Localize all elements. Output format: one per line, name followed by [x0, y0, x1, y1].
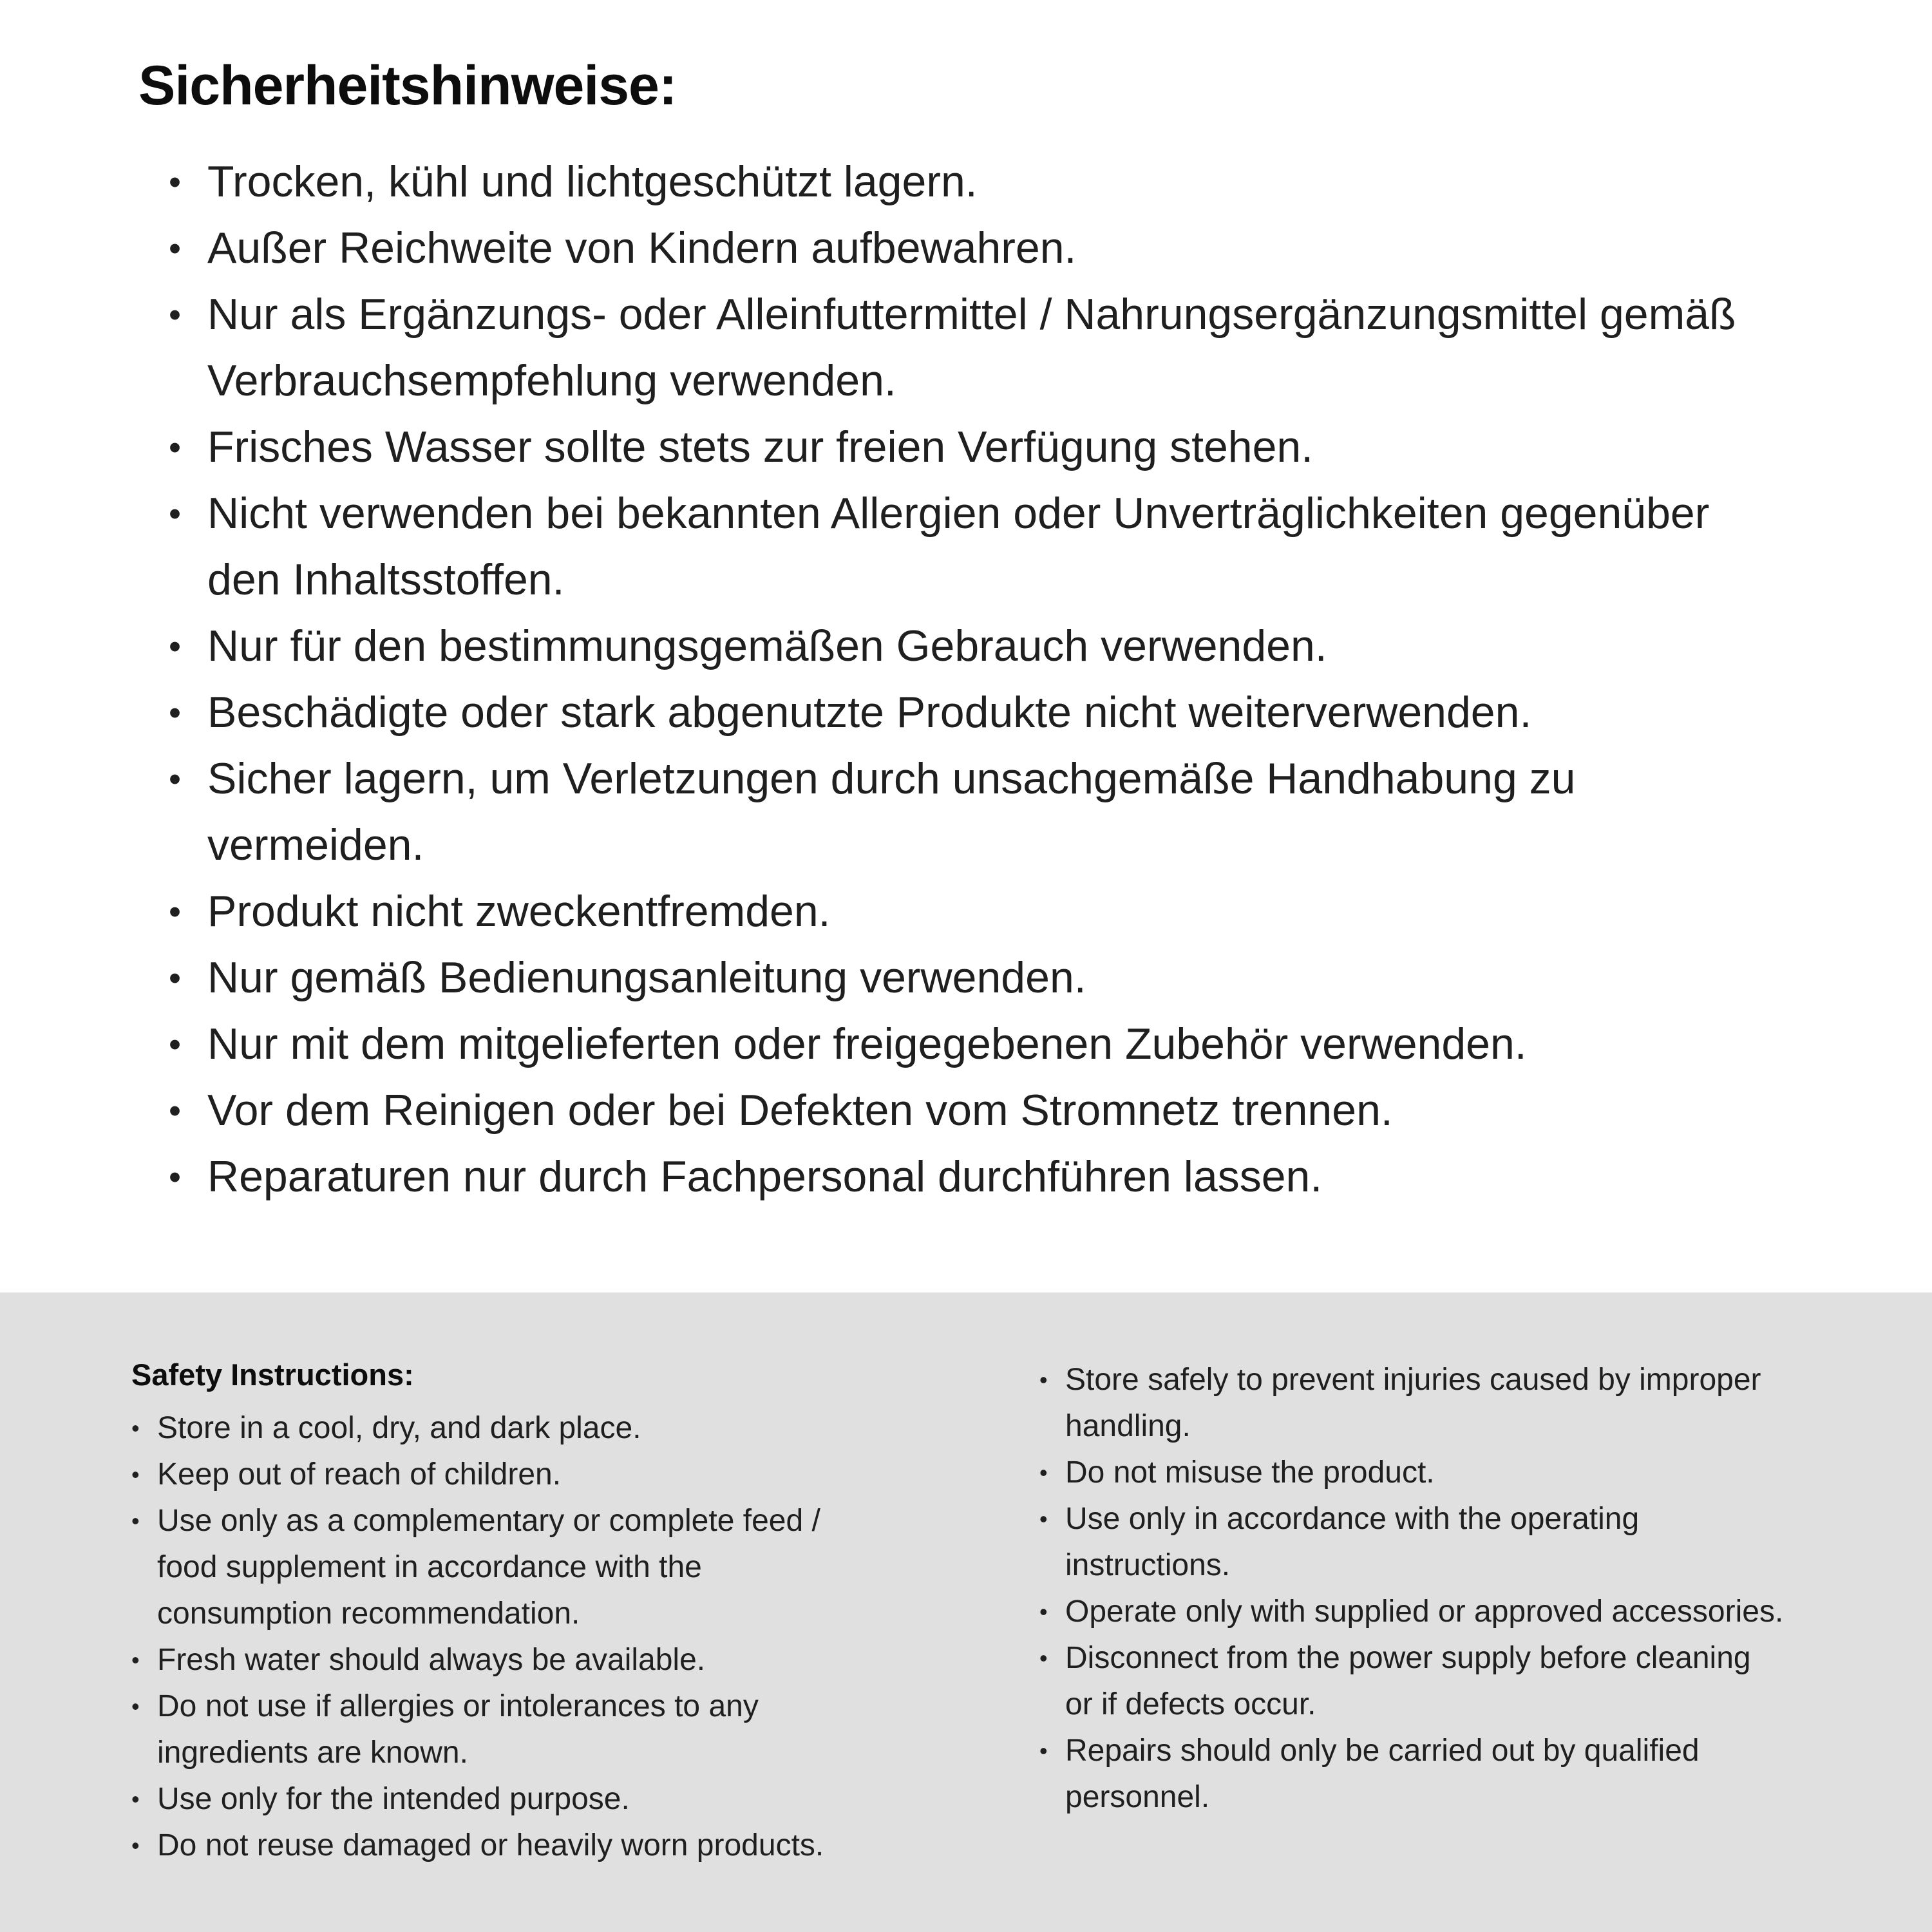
- list-item: • Nur mit dem mitgelieferten oder freigegebenen Zubehör verwenden.: [169, 1011, 1779, 1077]
- list-item: • Do not use if allergies or intolerances to any ingredients are known.: [131, 1683, 878, 1776]
- list-item: • Frisches Wasser sollte stets zur freien Verfügung stehen.: [169, 414, 1779, 480]
- list-item: • Nur gemäß Bedienungsanleitung verwenden.: [169, 945, 1779, 1011]
- english-left-column: [131, 1357, 988, 1932]
- list-item: • Use only in accordance with the operating instructions.: [1039, 1496, 1786, 1589]
- list-item: • Fresh water should always be available.: [131, 1637, 878, 1683]
- list-item: • Operate only with supplied or approved accessories.: [1039, 1589, 1786, 1635]
- list-item: • Beschädigte oder stark abgenutzte Produkte nicht weiterverwenden.: [169, 679, 1779, 746]
- german-section-title: Sicherheitshinweise:: [138, 55, 677, 117]
- english-right-column: [1039, 1357, 1786, 1932]
- list-item: • Repairs should only be carried out by qualified personnel.: [1039, 1728, 1786, 1821]
- list-item: • Trocken, kühl und lichtgeschützt lagern.: [169, 149, 1779, 215]
- list-item: • Nur als Ergänzungs- oder Alleinfuttermittel / Nahrungsergänzungsmittel gemäß Verbrauchsempfehlung verwenden.: [169, 281, 1779, 414]
- list-item: • Nur für den bestimmungsgemäßen Gebrauch verwenden.: [169, 613, 1779, 679]
- list-item: • Sicher lagern, um Verletzungen durch unsachgemäße Handhabung zu vermeiden.: [169, 746, 1779, 878]
- list-item: • Reparaturen nur durch Fachpersonal durchführen lassen.: [169, 1144, 1779, 1210]
- list-item: • Keep out of reach of children.: [131, 1452, 878, 1498]
- english-section-title: Safety Instructions:: [131, 1358, 414, 1392]
- list-item: • Use only for the intended purpose.: [131, 1776, 878, 1823]
- list-item: • Do not reuse damaged or heavily worn products.: [131, 1823, 878, 1869]
- list-item: • Store in a cool, dry, and dark place.: [131, 1405, 878, 1452]
- list-item: • Produkt nicht zweckentfremden.: [169, 878, 1779, 945]
- list-item: • Disconnect from the power supply before cleaning or if defects occur.: [1039, 1635, 1786, 1728]
- list-item: • Store safely to prevent injuries caused by improper handling.: [1039, 1357, 1786, 1450]
- german-safety-list: [169, 149, 1779, 1210]
- list-item: • Do not misuse the product.: [1039, 1450, 1786, 1496]
- english-safety-list-right: [1039, 1357, 1786, 1821]
- english-safety-band: [0, 1293, 1932, 1932]
- list-item: • Außer Reichweite von Kindern aufbewahren.: [169, 215, 1779, 281]
- list-item: • Use only as a complementary or complete feed / food supplement in accordance with the consumption recommendation.: [131, 1498, 878, 1637]
- list-item: • Nicht verwenden bei bekannten Allergien oder Unverträglichkeiten gegenüber den Inhaltsstoffen.: [169, 480, 1779, 613]
- list-item: • Vor dem Reinigen oder bei Defekten vom Stromnetz trennen.: [169, 1077, 1779, 1144]
- english-safety-list-left: [131, 1405, 878, 1869]
